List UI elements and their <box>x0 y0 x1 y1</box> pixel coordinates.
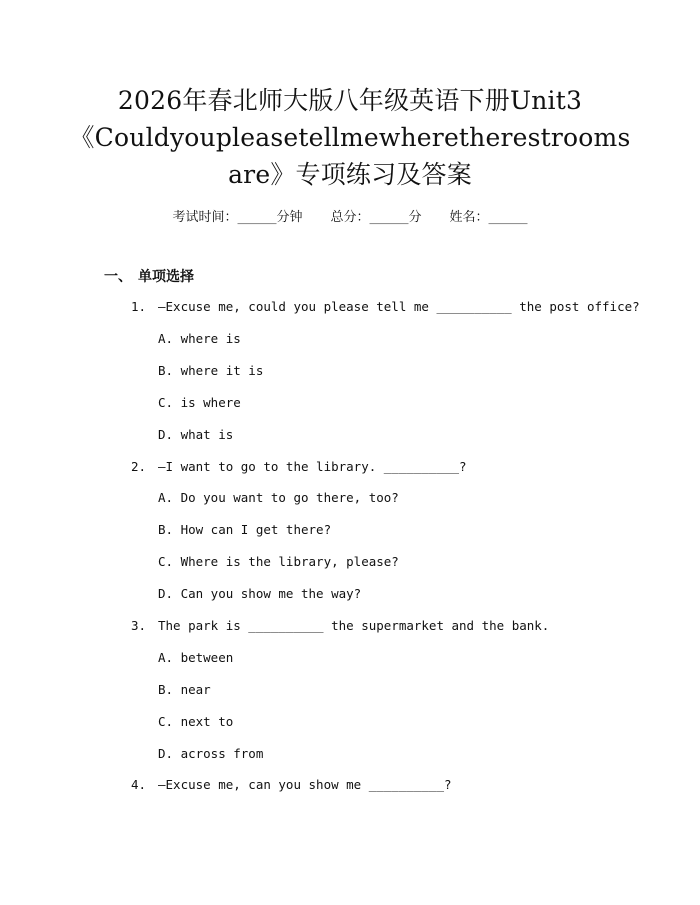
option-2d: D. Can you show me the way? <box>158 586 362 601</box>
question-4 <box>131 777 452 792</box>
section-title: 单项选择 <box>138 269 194 285</box>
question-number: 3. <box>131 618 147 633</box>
question-text: —Excuse me, can you show me __________? <box>158 777 452 792</box>
question-1 <box>131 299 640 314</box>
document-title-line-3: are》专项练习及答案 <box>228 160 472 189</box>
section-number: 一、 <box>104 269 132 285</box>
question-text: —Excuse me, could you please tell me __________ the post office? <box>158 299 640 314</box>
option-3d: D. across from <box>158 746 264 761</box>
question-3 <box>131 618 549 633</box>
question-number: 4. <box>131 777 147 792</box>
exam-meta <box>0 206 700 225</box>
option-2b: B. How can I get there? <box>158 522 332 537</box>
question-number: 1. <box>131 299 147 314</box>
document-title-line-1: 2026年春北师大版八年级英语下册Unit3 <box>117 86 583 115</box>
question-2 <box>131 459 467 474</box>
student-name: 姓名：______ <box>449 210 528 225</box>
exam-score: 总分：______分 <box>330 210 422 225</box>
option-1b: B. where it is <box>158 363 264 378</box>
option-1d: D. what is <box>158 427 234 442</box>
question-text: —I want to go to the library. __________? <box>158 459 467 474</box>
document-title-line-2: 《Couldyoupleasetellmewheretherestrooms <box>69 123 631 152</box>
option-2c: C. Where is the library, please? <box>158 554 399 569</box>
option-1a: A. where is <box>158 331 241 346</box>
option-3b: B. near <box>158 682 211 697</box>
option-3a: A. between <box>158 650 234 665</box>
section-heading <box>104 266 194 286</box>
option-3c: C. next to <box>158 714 234 729</box>
option-2a: A. Do you want to go there, too? <box>158 490 399 505</box>
question-text: The park is __________ the supermarket and the bank. <box>158 618 550 633</box>
question-number: 2. <box>131 459 147 474</box>
option-1c: C. is where <box>158 395 241 410</box>
exam-time: 考试时间：______分钟 <box>172 210 303 225</box>
